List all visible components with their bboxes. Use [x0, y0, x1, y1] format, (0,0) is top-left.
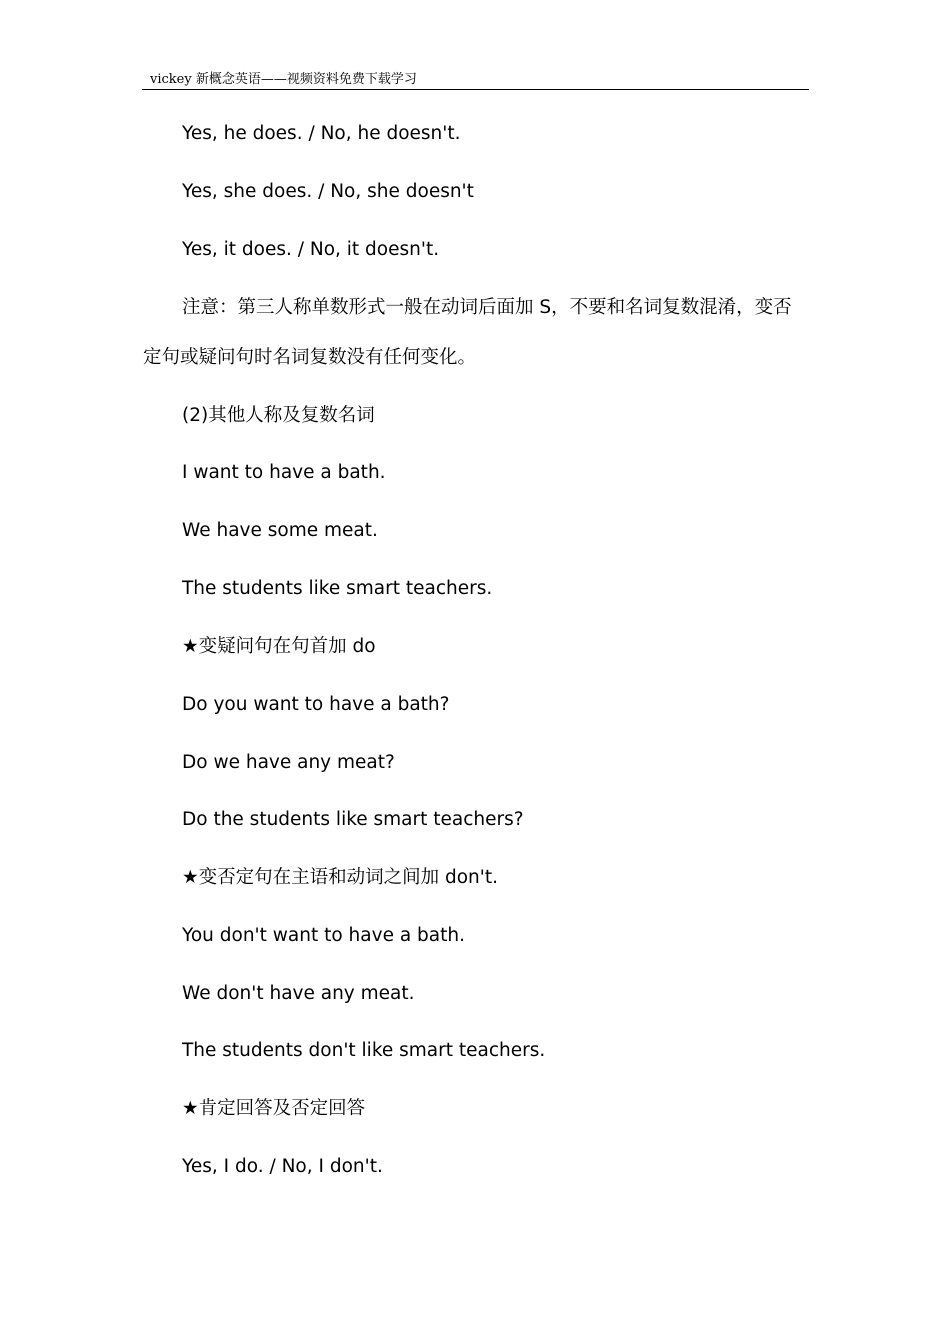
note-line-2: 定句或疑问句时名词复数没有任何变化。: [143, 347, 477, 368]
text-line-2: Yes, she does. / No, she doesn't: [182, 181, 474, 202]
rule-question: ★变疑问句在句首加 do: [182, 636, 376, 657]
text-line-9: The students like smart teachers.: [182, 578, 493, 599]
text-line-16: We don't have any meat.: [182, 983, 415, 1004]
header-text: vickey 新概念英语——视频资料免费下载学习: [150, 72, 417, 87]
text-line-1: Yes, he does. / No, he doesn't.: [182, 123, 461, 144]
text-line-17: The students don't like smart teachers.: [182, 1040, 546, 1061]
section-heading: (2)其他人称及复数名词: [182, 405, 375, 426]
rule-negative: ★变否定句在主语和动词之间加 don't.: [182, 867, 498, 888]
text-line-3: Yes, it does. / No, it doesn't.: [182, 239, 440, 260]
rule-answers: ★肯定回答及否定回答: [182, 1098, 366, 1119]
text-line-11: Do you want to have a bath?: [182, 694, 450, 715]
text-line-13: Do the students like smart teachers?: [182, 809, 524, 830]
text-line-15: You don't want to have a bath.: [182, 925, 465, 946]
text-line-19: Yes, I do. / No, I don't.: [182, 1156, 383, 1177]
text-line-7: I want to have a bath.: [182, 462, 386, 483]
text-line-8: We have some meat.: [182, 520, 378, 541]
note-line-1: 注意：第三人称单数形式一般在动词后面加 S，不要和名词复数混淆，变否: [182, 297, 792, 318]
page-header: [142, 71, 809, 90]
text-line-12: Do we have any meat?: [182, 752, 395, 773]
